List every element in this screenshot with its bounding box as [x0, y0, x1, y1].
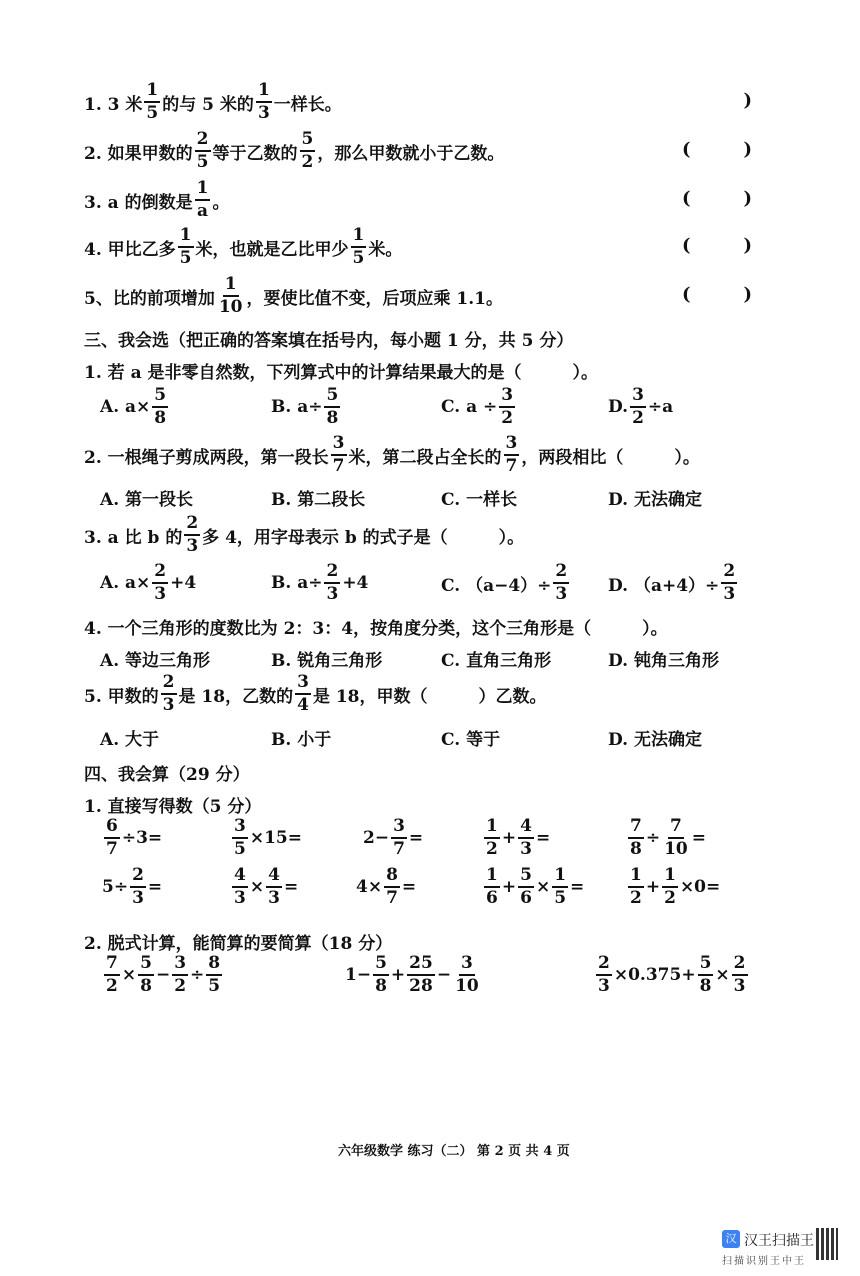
- oral-calc: $\frac{3}{5}$ ×15=: [234, 816, 302, 859]
- judge-text: 的与 5 米的: [162, 94, 254, 115]
- oral-calc: $\frac{7}{8}$ ÷ $\frac{7}{10}$ =: [630, 816, 707, 859]
- app-slogan: 扫描识别王中王: [722, 1256, 806, 1267]
- section-heading-calc: 四、我会算（29 分）: [84, 765, 250, 785]
- fraction: $\frac{3}{4}$: [297, 672, 309, 715]
- oral-calc: $\frac{1}{6}$ + $\frac{5}{6}$ × $\frac{1}{5}$ =: [486, 865, 585, 908]
- fraction: $\frac{1}{5}$: [352, 225, 365, 268]
- fraction: $\frac{2}{3}$: [555, 561, 568, 604]
- judge-text: 1. 3 米: [84, 94, 143, 115]
- fraction: $\frac{2}{3}$: [723, 561, 736, 604]
- page-footer: 六年级数学 练习（二） 第 2 页 共 4 页: [338, 1144, 570, 1159]
- choice-question-3: 3. a 比 b 的 $\frac{2}{3}$ 多 4，用字母表示 b 的式子是（ ）。: [84, 513, 525, 556]
- fraction: $\frac{2}{3}$: [162, 672, 175, 715]
- oral-calc: $\frac{6}{7}$ ÷3=: [106, 816, 163, 859]
- judge-item-5: 5、比的前项增加 $\frac{1}{10}$ ，要使比值不变，后项应乘 1.1。: [84, 274, 504, 317]
- option-c[interactable]: C. a ÷ $\frac{3}{2}$: [441, 385, 514, 428]
- scanner-watermark: [722, 1228, 840, 1268]
- oral-calc: $\frac{1}{2}$ + $\frac{1}{2}$ ×0=: [630, 865, 721, 908]
- qr-code-icon: [816, 1228, 838, 1260]
- option-a[interactable]: A. a× $\frac{5}{8}$: [100, 385, 167, 428]
- option-d[interactable]: D. 无法确定: [608, 730, 702, 750]
- judge-item-2: 2. 如果甲数的 $\frac{2}{5}$ 等于乙数的 $\frac{5}{2}$ ，那么甲数就小于乙数。: [84, 129, 505, 172]
- answer-paren[interactable]: ): [743, 90, 752, 111]
- fraction: $\frac{1}{10}$: [218, 274, 243, 317]
- fraction: $\frac{5}{8}$: [154, 385, 167, 428]
- option-d[interactable]: D. 钝角三角形: [608, 651, 719, 671]
- choice-question-5: 5. 甲数的 $\frac{2}{3}$ 是 18，乙数的 $\frac{3}{4}$ 是 18，甲数（ ）乙数。: [84, 672, 547, 715]
- option-d[interactable]: D. 无法确定: [608, 490, 702, 510]
- fraction: $\frac{1}{a}$: [196, 178, 209, 221]
- subsection-stepwise: 2. 脱式计算，能简算的要简算（18 分）: [84, 934, 393, 954]
- oral-calc: 5÷ $\frac{2}{3}$ =: [102, 865, 163, 908]
- judge-item-1: [84, 82, 342, 122]
- choice-question-4: 4. 一个三角形的度数比为 2：3：4，按角度分类，这个三角形是（ ）。: [84, 619, 668, 639]
- option-b[interactable]: B. 锐角三角形: [271, 651, 383, 671]
- fraction: $\frac{2}{3}$: [154, 561, 167, 604]
- option-c[interactable]: C. 一样长: [441, 490, 518, 510]
- stepwise-expression-1: $\frac{7}{2}$ × $\frac{5}{8}$ − $\frac{3}{2}$ ÷ $\frac{8}{5}$: [106, 953, 221, 996]
- option-a[interactable]: A. a× $\frac{2}{3}$ +4: [100, 561, 197, 604]
- app-logo-icon: 汉: [722, 1230, 740, 1248]
- oral-calc: 4× $\frac{8}{7}$ =: [356, 865, 417, 908]
- option-b[interactable]: B. a÷ $\frac{2}{3}$ +4: [271, 561, 369, 604]
- fraction: $\frac{5}{8}$: [326, 385, 339, 428]
- judge-item-4: 4. 甲比乙多 $\frac{1}{5}$ 米，也就是乙比甲少 $\frac{1}{5}$ 米。: [84, 225, 403, 268]
- answer-paren[interactable]: ( ): [682, 235, 752, 256]
- choice-question-1: 1. 若 a 是非零自然数，下列算式中的计算结果最大的是（ ）。: [84, 363, 599, 383]
- option-a[interactable]: A. 大于: [100, 730, 160, 750]
- option-d[interactable]: D. （a+4）÷ $\frac{2}{3}$: [608, 561, 736, 604]
- oral-calc: $\frac{4}{3}$ × $\frac{4}{3}$ =: [234, 865, 299, 908]
- fraction: $\frac{1}{5}$: [146, 80, 159, 123]
- judge-text: 一样长。: [273, 94, 342, 115]
- fraction: $\frac{3}{7}$: [505, 433, 518, 476]
- fraction: $\frac{3}{2}$: [632, 385, 644, 428]
- fraction: $\frac{5}{2}$: [301, 129, 314, 172]
- fraction: $\frac{2}{3}$: [186, 513, 199, 556]
- judge-item-3: 3. a 的倒数是 $\frac{1}{a}$ 。: [84, 178, 230, 221]
- stepwise-expression-2: 1− $\frac{5}{8}$ + $\frac{25}{28}$ − $\frac{3}{10}$: [345, 953, 479, 996]
- fraction: $\frac{1}{5}$: [179, 225, 192, 268]
- option-c[interactable]: C. 等于: [441, 730, 501, 750]
- option-c[interactable]: C. 直角三角形: [441, 651, 552, 671]
- option-d[interactable]: D. $\frac{3}{2}$ ÷a: [608, 385, 674, 428]
- fraction: $\frac{3}{2}$: [501, 385, 514, 428]
- choice-question-2: 2. 一根绳子剪成两段，第一段长 $\frac{3}{7}$ 米，第二段占全长的 $\frac{3}{7}$ ，两段相比（ ）。: [84, 433, 700, 476]
- option-a[interactable]: A. 第一段长: [100, 490, 194, 510]
- answer-paren[interactable]: ( ): [682, 188, 752, 209]
- subsection-oral: 1. 直接写得数（5 分）: [84, 797, 262, 817]
- option-c[interactable]: C. （a−4）÷ $\frac{2}{3}$: [441, 561, 568, 604]
- fraction: $\frac{2}{3}$: [326, 561, 339, 604]
- fraction: $\frac{2}{5}$: [196, 129, 209, 172]
- oral-calc: 2− $\frac{3}{7}$ =: [363, 816, 424, 859]
- option-b[interactable]: B. a÷ $\frac{5}{8}$: [271, 385, 339, 428]
- section-heading-choice: 三、我会选（把正确的答案填在括号内，每小题 1 分，共 5 分）: [84, 331, 574, 351]
- stepwise-expression-3: $\frac{2}{3}$ ×0.375+ $\frac{5}{8}$ × $\frac{2}{3}$: [598, 953, 746, 996]
- option-a[interactable]: A. 等边三角形: [100, 651, 211, 671]
- fraction: $\frac{1}{3}$: [257, 80, 270, 123]
- option-b[interactable]: B. 第二段长: [271, 490, 366, 510]
- fraction: $\frac{3}{7}$: [332, 433, 345, 476]
- oral-calc: $\frac{1}{2}$ + $\frac{4}{3}$ =: [486, 816, 551, 859]
- app-name: 汉王扫描王: [744, 1233, 814, 1249]
- option-b[interactable]: B. 小于: [271, 730, 332, 750]
- answer-paren[interactable]: ( ): [682, 284, 752, 305]
- answer-paren[interactable]: ( ): [682, 139, 752, 160]
